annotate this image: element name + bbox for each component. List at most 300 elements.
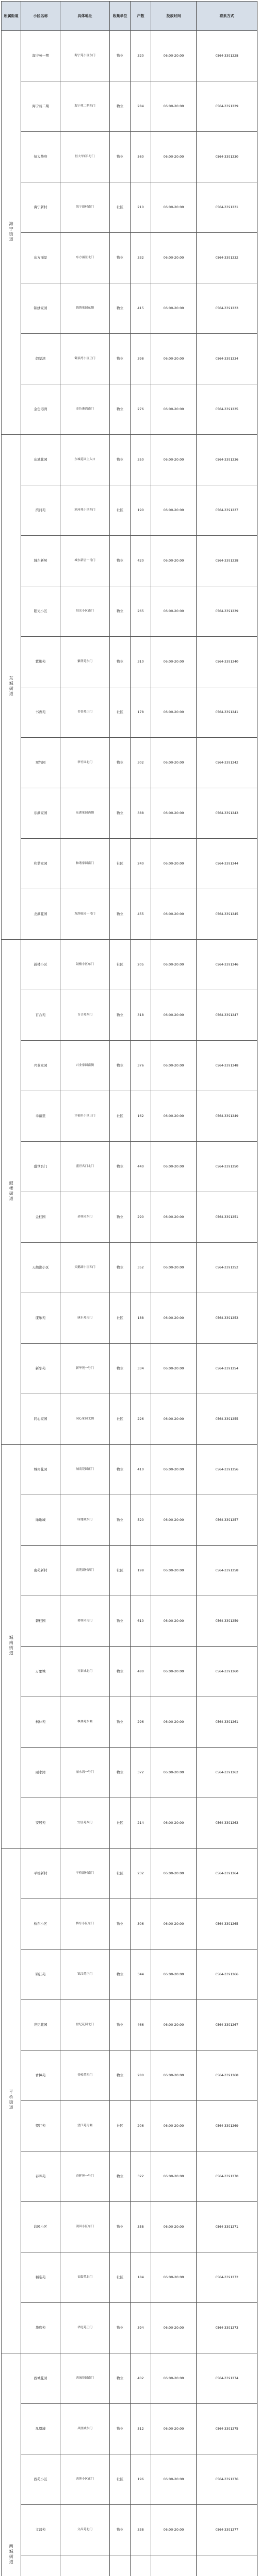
- table-row: [2, 1647, 257, 1697]
- collection-unit: 物业: [110, 384, 131, 435]
- households: 240: [131, 839, 151, 889]
- contact-phone: 0564-3391245: [197, 889, 257, 940]
- contact-phone: 0564-3391275: [197, 2404, 257, 2454]
- collection-time: 06:00-20:00: [151, 233, 197, 283]
- address: 平桥新村南门: [60, 1849, 110, 1899]
- collection-unit: 物业: [110, 1647, 131, 1697]
- district-name: 鼓楼街道: [9, 1181, 14, 1202]
- households: 265: [131, 586, 151, 637]
- address: [60, 2555, 110, 2576]
- contact-phone: 0564-3391238: [197, 536, 257, 586]
- households: 320: [131, 31, 151, 81]
- households: 350: [131, 435, 151, 485]
- households: 466: [131, 2000, 151, 2050]
- collection-time: 06:00-20:00: [151, 1798, 197, 1849]
- collection-time: 06:00-20:00: [151, 2303, 197, 2353]
- district-cell: [2, 435, 21, 940]
- collection-time: 06:00-20:00: [151, 839, 197, 889]
- community-name: 海宁苑二期: [21, 81, 60, 132]
- address: 鼓楼小区东门: [60, 940, 110, 990]
- table-row: [2, 485, 257, 536]
- collection-unit: 物业: [110, 1495, 131, 1546]
- households: 334: [131, 1344, 151, 1394]
- households: 420: [131, 536, 151, 586]
- address: 天鹅湖小区西门: [60, 1243, 110, 1293]
- collection-unit: 物业: [110, 738, 131, 788]
- households: 190: [131, 485, 151, 536]
- contact-phone: 0564-3391255: [197, 1394, 257, 1445]
- collection-time: 06:00-20:00: [151, 1344, 197, 1394]
- collection-unit: 社区: [110, 2454, 131, 2505]
- collection-unit: 物业: [110, 1142, 131, 1192]
- collection-unit: 物业: [110, 889, 131, 940]
- collection-unit: 物业: [110, 1899, 131, 1950]
- community-name: 桥东小区: [21, 1899, 60, 1950]
- collection-unit: 物业: [110, 1445, 131, 1495]
- table-row: [2, 182, 257, 233]
- collection-unit: 物业: [110, 1950, 131, 2000]
- collection-unit: 物业: [110, 2505, 131, 2555]
- households: 205: [131, 940, 151, 990]
- collection-time: 06:00-20:00: [151, 81, 197, 132]
- collection-time: 06:00-20:00: [151, 1394, 197, 1445]
- households: 296: [131, 1697, 151, 1748]
- address: 海宁新村南门: [60, 182, 110, 233]
- community-name: 紫荆苑: [21, 637, 60, 687]
- address: 海宁苑二期西门: [60, 81, 110, 132]
- community-name: 东方丽景: [21, 233, 60, 283]
- contact-phone: 0564-3391228: [197, 31, 257, 81]
- community-name: 御景湾: [21, 334, 60, 384]
- contact-phone: 0564-3391250: [197, 1142, 257, 1192]
- address: 万象城北门: [60, 1647, 110, 1697]
- households: 322: [131, 2151, 151, 2202]
- contact-phone: 0564-3391235: [197, 384, 257, 435]
- address: 阳光小区南门: [60, 586, 110, 637]
- table-row: [2, 1849, 257, 1899]
- collection-unit: 物业: [110, 2151, 131, 2202]
- table-row: [2, 1344, 257, 1394]
- address: 福临苑北门: [60, 2252, 110, 2303]
- households: 398: [131, 334, 151, 384]
- table-row: [2, 2252, 257, 2303]
- contact-phone: 0564-3391268: [197, 2050, 257, 2101]
- collection-time: 06:00-20:00: [151, 2505, 197, 2555]
- community-name: 春晖苑: [21, 2151, 60, 2202]
- collection-unit: 物业: [110, 132, 131, 182]
- district-cell: [2, 1445, 21, 1849]
- community-name: 城东新居: [21, 536, 60, 586]
- households: 338: [131, 2505, 151, 2555]
- contact-phone: 0564-3391271: [197, 2202, 257, 2252]
- community-name: 书香苑: [21, 687, 60, 738]
- households: 440: [131, 1142, 151, 1192]
- collection-time: 06:00-20:00: [151, 283, 197, 334]
- collection-time: 06:00-20:00: [151, 132, 197, 182]
- table-row: [2, 2454, 257, 2505]
- households: 276: [131, 384, 151, 435]
- address: 金色港湾南门: [60, 384, 110, 435]
- table-row: [2, 738, 257, 788]
- community-name: 幸福里: [21, 1091, 60, 1142]
- contact-phone: 0564-3391241: [197, 687, 257, 738]
- community-name: 恒大华府: [21, 132, 60, 182]
- table-row: [2, 2404, 257, 2454]
- contact-phone: 0564-3391276: [197, 2454, 257, 2505]
- contact-phone: 0564-3391256: [197, 1445, 257, 1495]
- address: 幸福里小区正门: [60, 1091, 110, 1142]
- households: 520: [131, 1495, 151, 1546]
- table-body: [2, 31, 257, 2576]
- community-name: 凤凰城: [21, 2404, 60, 2454]
- collection-unit: 物业: [110, 1041, 131, 1091]
- collection-unit: 物业: [110, 1192, 131, 1243]
- table-row: [2, 2505, 257, 2555]
- collection-unit: 社区: [110, 940, 131, 990]
- contact-phone: 0564-3391232: [197, 233, 257, 283]
- table-row: [2, 435, 257, 485]
- address: 同心家园北侧: [60, 1394, 110, 1445]
- community-name: 绿地城: [21, 1495, 60, 1546]
- district-cell: [2, 2353, 21, 2576]
- collection-time: 06:00-20:00: [151, 435, 197, 485]
- contact-phone: 0564-3391274: [197, 2353, 257, 2404]
- collection-unit: 物业: [110, 1596, 131, 1647]
- households: 388: [131, 788, 151, 839]
- contact-phone: 0564-3391239: [197, 586, 257, 637]
- address: 碧桂园南门: [60, 1596, 110, 1647]
- table-row: [2, 990, 257, 1041]
- table-row: [2, 1091, 257, 1142]
- households: 232: [131, 1849, 151, 1899]
- households: 310: [131, 637, 151, 687]
- community-name: 海宁苑一期: [21, 31, 60, 81]
- table-header-row: [2, 2, 257, 31]
- households: 188: [131, 1293, 151, 1344]
- collection-time: 06:00-20:00: [151, 182, 197, 233]
- collection-unit: 社区: [110, 182, 131, 233]
- collection-time: 06:00-20:00: [151, 1950, 197, 2000]
- collection-unit: 社区: [110, 1798, 131, 1849]
- contact-phone: 0564-3391259: [197, 1596, 257, 1647]
- contact-phone: 0564-3391258: [197, 1546, 257, 1596]
- collection-unit: 物业: [110, 2050, 131, 2101]
- community-name: 海宁新村: [21, 182, 60, 233]
- community-name: 西城花园: [21, 2353, 60, 2404]
- contact-phone: 0564-3391229: [197, 81, 257, 132]
- contact-phone: 0564-3391260: [197, 1647, 257, 1697]
- district-cell: [2, 940, 21, 1445]
- address: 城东新居一号门: [60, 536, 110, 586]
- collection-unit: 社区: [110, 1546, 131, 1596]
- community-name: 福临苑: [21, 2252, 60, 2303]
- contact-phone: 0564-3391262: [197, 1748, 257, 1798]
- table-row: [2, 81, 257, 132]
- collection-unit: 社区: [110, 1394, 131, 1445]
- households: 280: [131, 2050, 151, 2101]
- address: 凤凰城东门: [60, 2404, 110, 2454]
- header-community: 小区名称: [21, 2, 60, 31]
- table-row: [2, 2050, 257, 2101]
- table-row: [2, 839, 257, 889]
- households: 610: [131, 1596, 151, 1647]
- table-row: [2, 1495, 257, 1546]
- address: 东城花园主入口: [60, 435, 110, 485]
- address: 世纪花园北门: [60, 2000, 110, 2050]
- table-row: [2, 2555, 257, 2576]
- header-area: 所属街道: [2, 2, 21, 31]
- address: 绿地城东门: [60, 1495, 110, 1546]
- contact-phone: 0564-3391264: [197, 1849, 257, 1899]
- table-row: [2, 637, 257, 687]
- table-row: [2, 1243, 257, 1293]
- district-name: 海宁街道: [9, 222, 14, 243]
- table-row: [2, 586, 257, 637]
- table-row: [2, 334, 257, 384]
- collection-time: 06:00-20:00: [151, 2353, 197, 2404]
- community-name: 金色港湾: [21, 384, 60, 435]
- address: 恒大华府1号门: [60, 132, 110, 182]
- address: 金桂园东门: [60, 1192, 110, 1243]
- households: 512: [131, 2404, 151, 2454]
- contact-phone: 0564-3391240: [197, 637, 257, 687]
- header-phone: 联系方式: [197, 2, 257, 31]
- address: 书香苑正门: [60, 687, 110, 738]
- households: 318: [131, 990, 151, 1041]
- collection-unit: 物业: [110, 81, 131, 132]
- community-name: 润园小区: [21, 2202, 60, 2252]
- address: 香樟苑西门: [60, 2050, 110, 2101]
- collection-unit: 物业: [110, 2000, 131, 2050]
- community-name: 和谐家园: [21, 839, 60, 889]
- contact-phone: 0564-3391270: [197, 2151, 257, 2202]
- address: 华庭苑正门: [60, 2303, 110, 2353]
- collection-unit: 物业: [110, 2353, 131, 2404]
- community-name: 鼓楼小区: [21, 940, 60, 990]
- table-row: [2, 2151, 257, 2202]
- table-row: [2, 384, 257, 435]
- collection-time: 06:00-20:00: [151, 1849, 197, 1899]
- collection-time: 06:00-20:00: [151, 1192, 197, 1243]
- households: 184: [131, 2252, 151, 2303]
- collection-time: 06:00-20:00: [151, 1243, 197, 1293]
- households: 306: [131, 1899, 151, 1950]
- collection-time: 06:00-20:00: [151, 2252, 197, 2303]
- collection-unit: 物业: [110, 2303, 131, 2353]
- table-row: [2, 2000, 257, 2050]
- community-name: 阳光小区: [21, 586, 60, 637]
- collection-time: 06:00-20:00: [151, 2202, 197, 2252]
- district-name: 东城街道: [9, 676, 14, 697]
- households: 480: [131, 1647, 151, 1697]
- collection-time: [151, 2555, 197, 2576]
- collection-time: 06:00-20:00: [151, 889, 197, 940]
- contact-phone: 0564-3391251: [197, 1192, 257, 1243]
- households: 284: [131, 81, 151, 132]
- address: 东湖家园西侧: [60, 788, 110, 839]
- contact-phone: 0564-3391272: [197, 2252, 257, 2303]
- households: 198: [131, 1546, 151, 1596]
- collection-time: 06:00-20:00: [151, 2101, 197, 2151]
- address: 枫林苑东侧: [60, 1697, 110, 1748]
- contact-phone: 0564-3391261: [197, 1697, 257, 1748]
- district-cell: [2, 1849, 21, 2353]
- collection-time: 06:00-20:00: [151, 788, 197, 839]
- collection-time: 06:00-20:00: [151, 1546, 197, 1596]
- address: 康乐苑南门: [60, 1293, 110, 1344]
- table-row: [2, 1899, 257, 1950]
- community-name: 翠竹园: [21, 738, 60, 788]
- address: 滨河苑小区西门: [60, 485, 110, 536]
- collection-time: 06:00-20:00: [151, 2404, 197, 2454]
- collection-time: 06:00-20:00: [151, 1445, 197, 1495]
- households: 344: [131, 1950, 151, 2000]
- households: 302: [131, 738, 151, 788]
- table-row: [2, 2353, 257, 2404]
- header-households: 户数: [131, 2, 151, 31]
- community-name: 百合苑: [21, 990, 60, 1041]
- address: 兴业家园南侧: [60, 1041, 110, 1091]
- collection-time: 06:00-20:00: [151, 687, 197, 738]
- collection-unit: 社区: [110, 485, 131, 536]
- community-name: 文昌苑: [21, 2505, 60, 2555]
- community-name: 安居苑: [21, 1798, 60, 1849]
- district-cell: [2, 31, 21, 435]
- contact-phone: 0564-3391254: [197, 1344, 257, 1394]
- households: 372: [131, 1748, 151, 1798]
- address: 百合苑西门: [60, 990, 110, 1041]
- table-row: [2, 233, 257, 283]
- contact-phone: 0564-3391249: [197, 1091, 257, 1142]
- households: 402: [131, 2353, 151, 2404]
- contact-phone: 0564-3391243: [197, 788, 257, 839]
- table-row: [2, 536, 257, 586]
- community-name: 东湖家园: [21, 788, 60, 839]
- collection-unit: [110, 2555, 131, 2576]
- households: 206: [131, 2101, 151, 2151]
- address: 锦绣家园东侧: [60, 283, 110, 334]
- contact-phone: 0564-3391234: [197, 334, 257, 384]
- households: 290: [131, 1192, 151, 1243]
- table-row: [2, 1192, 257, 1243]
- table-row: [2, 1748, 257, 1798]
- table-row: [2, 1142, 257, 1192]
- district-name: 西城街道: [9, 2544, 14, 2565]
- households: 415: [131, 283, 151, 334]
- community-name: 东城花园: [21, 435, 60, 485]
- address: 新华苑一号门: [60, 1344, 110, 1394]
- households: 226: [131, 1394, 151, 1445]
- header-unit: 收集单位: [110, 2, 131, 31]
- contact-phone: 0564-3391247: [197, 990, 257, 1041]
- collection-unit: 物业: [110, 788, 131, 839]
- households: 196: [131, 2454, 151, 2505]
- district-name: 平桥街道: [9, 2090, 14, 2111]
- table-row: [2, 1950, 257, 2000]
- contact-phone: 0564-3391257: [197, 1495, 257, 1546]
- households: 410: [131, 1445, 151, 1495]
- collection-unit: 物业: [110, 283, 131, 334]
- community-name: 锦江苑: [21, 1950, 60, 2000]
- contact-phone: 0564-3391237: [197, 485, 257, 536]
- collection-time: 06:00-20:00: [151, 1091, 197, 1142]
- header-address: 具体地址: [60, 2, 110, 31]
- contact-phone: 0564-3391231: [197, 182, 257, 233]
- households: 332: [131, 233, 151, 283]
- collection-time: 06:00-20:00: [151, 485, 197, 536]
- collection-unit: 社区: [110, 2101, 131, 2151]
- contact-phone: 0564-3391253: [197, 1293, 257, 1344]
- table-row: [2, 889, 257, 940]
- table-row: [2, 1394, 257, 1445]
- collection-time: 06:00-20:00: [151, 334, 197, 384]
- address: 城南花园正门: [60, 1445, 110, 1495]
- community-name: 枫林苑: [21, 1697, 60, 1748]
- community-name: 平桥新村: [21, 1849, 60, 1899]
- community-name: 龙湖花园: [21, 889, 60, 940]
- collection-unit: 物业: [110, 2202, 131, 2252]
- community-name: 碧桂园: [21, 1596, 60, 1647]
- address: 盛世名门北门: [60, 1142, 110, 1192]
- table-row: [2, 1293, 257, 1344]
- contact-phone: 0564-3391269: [197, 2101, 257, 2151]
- collection-time: 06:00-20:00: [151, 1647, 197, 1697]
- collection-time: 06:00-20:00: [151, 536, 197, 586]
- address: 御景湾小区正门: [60, 334, 110, 384]
- address: 文昌苑北门: [60, 2505, 110, 2555]
- households: 352: [131, 1243, 151, 1293]
- households: 214: [131, 1798, 151, 1849]
- garbage-collection-table: [1, 1, 257, 2576]
- address: 东方丽景北门: [60, 233, 110, 283]
- collection-unit: 物业: [110, 586, 131, 637]
- address: 丽水湾一号门: [60, 1748, 110, 1798]
- table-row: [2, 1697, 257, 1748]
- community-name: 金桂园: [21, 1192, 60, 1243]
- community-name: 同心家园: [21, 1394, 60, 1445]
- contact-phone: 0564-3391236: [197, 435, 257, 485]
- collection-time: 06:00-20:00: [151, 384, 197, 435]
- collection-unit: 物业: [110, 1344, 131, 1394]
- households: [131, 2555, 151, 2576]
- contact-phone: 0564-3391233: [197, 283, 257, 334]
- collection-time: 06:00-20:00: [151, 990, 197, 1041]
- collection-unit: 物业: [110, 2404, 131, 2454]
- address: 西苑小区正门: [60, 2454, 110, 2505]
- community-name: 兴业家园: [21, 1041, 60, 1091]
- households: 560: [131, 132, 151, 182]
- address: 桥东小区东门: [60, 1899, 110, 1950]
- community-name: 天鹅湖小区: [21, 1243, 60, 1293]
- community-name: 世纪花园: [21, 2000, 60, 2050]
- collection-time: 06:00-20:00: [151, 1899, 197, 1950]
- collection-unit: 物业: [110, 1748, 131, 1798]
- community-name: [21, 2555, 60, 2576]
- contact-phone: 0564-3391273: [197, 2303, 257, 2353]
- header-time: 投放时间: [151, 2, 197, 31]
- community-name: 滨河苑: [21, 485, 60, 536]
- collection-time: 06:00-20:00: [151, 637, 197, 687]
- collection-time: 06:00-20:00: [151, 1142, 197, 1192]
- households: 376: [131, 1041, 151, 1091]
- contact-phone: 0564-3391244: [197, 839, 257, 889]
- community-name: 华庭苑: [21, 2303, 60, 2353]
- community-name: 丽水湾: [21, 1748, 60, 1798]
- address: 安居苑西门: [60, 1798, 110, 1849]
- collection-time: 06:00-20:00: [151, 1041, 197, 1091]
- address: 西城花园南门: [60, 2353, 110, 2404]
- address: 春晖苑一号门: [60, 2151, 110, 2202]
